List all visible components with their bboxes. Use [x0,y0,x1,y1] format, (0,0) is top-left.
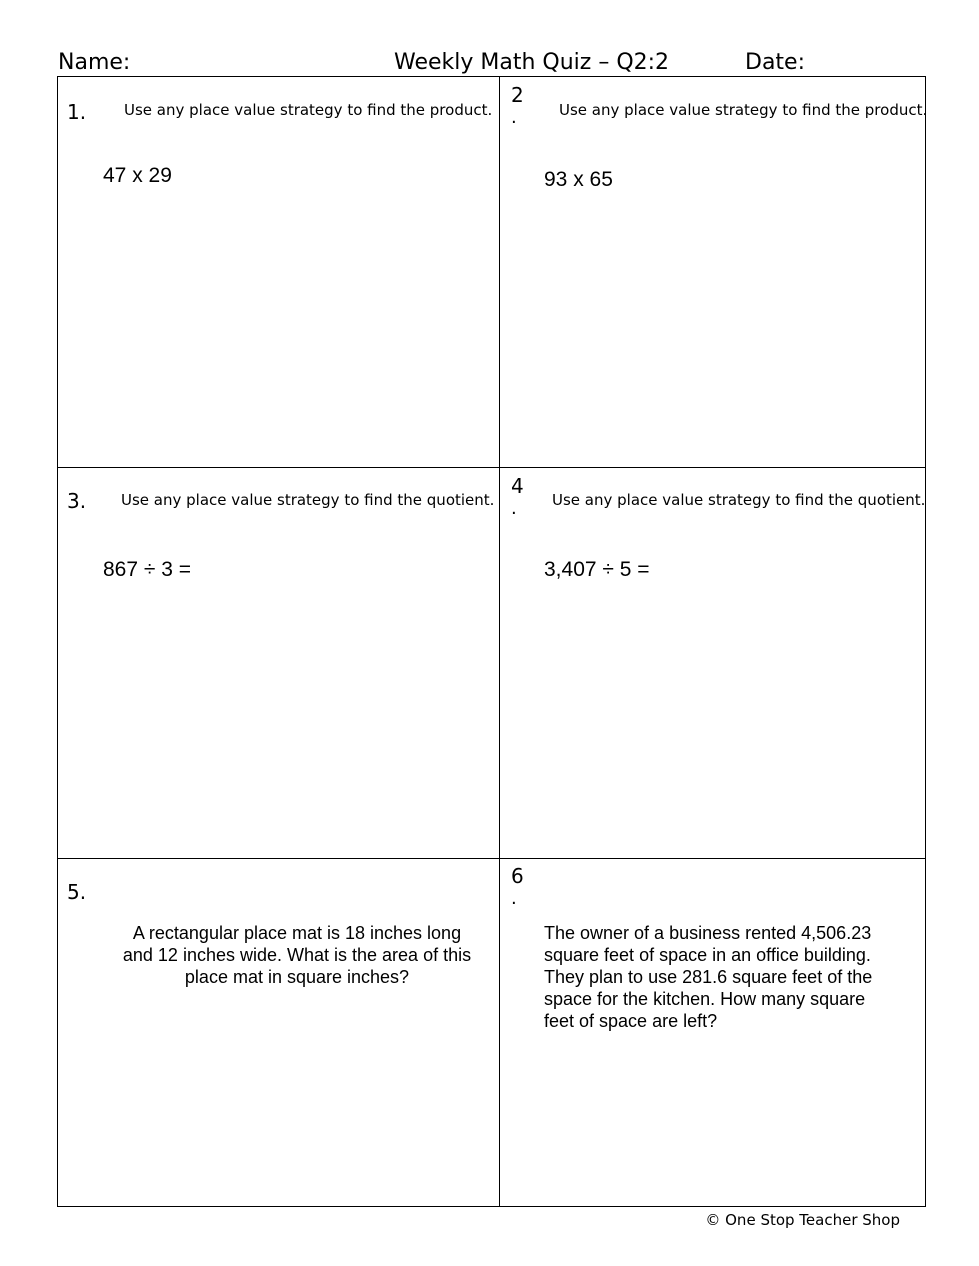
question-instruction: Use any place value strategy to find the product. [124,101,493,119]
question-instruction: Use any place value strategy to find the quotient. [552,491,926,509]
question-number: 4 . [511,474,524,519]
question-number: 3. [67,489,87,513]
date-label: Date: [745,50,805,75]
question-instruction: Use any place value strategy to find the quotient. [121,491,495,509]
column-divider [499,77,500,1206]
name-label: Name: [58,50,131,75]
question-number: 6 . [511,864,524,909]
row-divider [58,467,925,468]
quiz-title: Weekly Math Quiz – Q2:2 [394,50,670,75]
question-grid [57,76,926,1207]
row-divider [58,858,925,859]
question-problem: 867 ÷ 3 = [103,558,192,581]
question-number: 5. [67,880,87,904]
question-number: 1. [67,100,87,124]
question-number: 2 . [511,83,524,128]
word-problem: The owner of a business rented 4,506.23 square feet of space in an office building. They plan to use 281.6 square feet of the space for the kitchen. How many square feet of space are left? [544,923,873,1031]
question-problem: 93 x 65 [544,168,613,191]
copyright-footer: © One Stop Teacher Shop [705,1211,900,1229]
question-instruction: Use any place value strategy to find the product. [559,101,928,119]
question-problem: 3,407 ÷ 5 = [544,558,650,581]
word-problem: A rectangular place mat is 18 inches long and 12 inches wide. What is the area of this place mat in square inches? [122,923,472,987]
question-problem: 47 x 29 [103,164,172,187]
